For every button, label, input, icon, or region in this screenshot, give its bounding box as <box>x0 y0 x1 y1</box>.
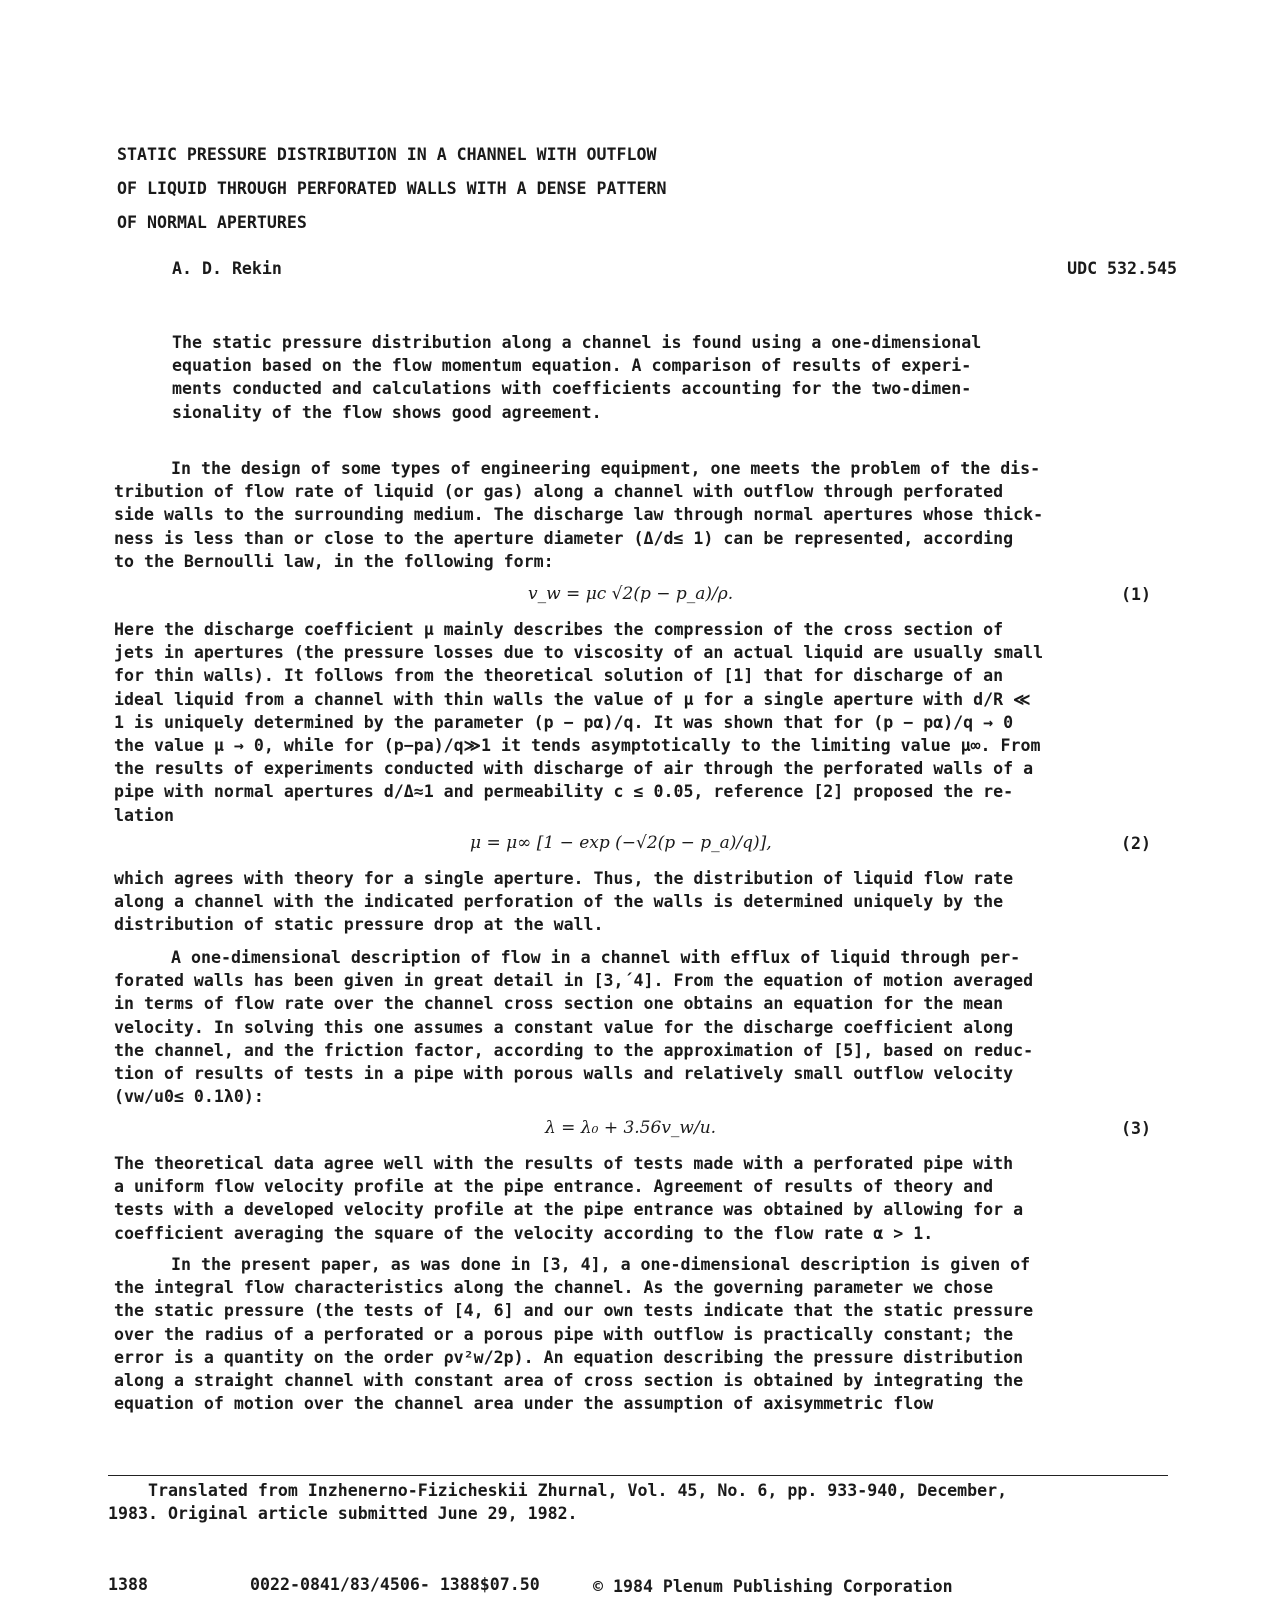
text-line: along a straight channel with constant area of cross section is obtained by integrating the <box>114 1371 1024 1391</box>
footnote <box>108 1479 1188 1525</box>
text-line: side walls to the surrounding medium. The discharge law through normal apertures whose thick- <box>114 505 1044 525</box>
article-code: 0022-0841/83/4506- 1388$07.50 <box>250 1575 540 1594</box>
page-number: 1388 <box>108 1575 148 1594</box>
footnote-rule <box>108 1475 1168 1476</box>
text-line: pipe with normal apertures d/Δ≈1 and permeability c ≤ 0.05, reference [2] proposed the re- <box>114 782 1014 802</box>
text-line: The theoretical data agree well with the results of tests made with a perforated pipe with <box>114 1154 1014 1173</box>
abstract-line: sionality of the flow shows good agreement. <box>172 402 602 422</box>
text-line: ness is less than or close to the aperture diameter (Δ/d≤ 1) can be represented, according <box>114 528 1014 548</box>
text-line: lation <box>114 805 174 825</box>
title-line: STATIC PRESSURE DISTRIBUTION IN A CHANNEL WITH OUTFLOW <box>117 145 657 164</box>
equation-3: λ = λ₀ + 3.56v_w/u. <box>545 1118 717 1138</box>
text-line: over the radius of a perforated or a porous pipe with outflow is practically constant; the <box>114 1324 1014 1344</box>
text-line: which agrees with theory for a single aperture. Thus, the distribution of liquid flow rate <box>114 869 1014 888</box>
paragraph-1 <box>114 457 1194 573</box>
paragraph-6 <box>114 1253 1194 1415</box>
text-line: jets in apertures (the pressure losses due to viscosity of an actual liquid are usually small <box>114 643 1044 663</box>
title-line: OF LIQUID THROUGH PERFORATED WALLS WITH A DENSE PATTERN <box>117 179 667 198</box>
text-line: velocity. In solving this one assumes a constant value for the discharge coefficient along <box>114 1017 1014 1037</box>
footnote-line: Translated from Inzhenerno-Fizicheskii Zhurnal, Vol. 45, No. 6, pp. 933-940, December, <box>108 1481 1008 1500</box>
text-line: coefficient averaging the square of the velocity according to the flow rate α > 1. <box>114 1223 934 1243</box>
paragraph-5 <box>114 1152 1194 1245</box>
text-line: tion of results of tests in a pipe with porous walls and relatively small outflow velocity <box>114 1064 1014 1084</box>
footnote-line: 1983. Original article submitted June 29, 1982. <box>108 1504 578 1524</box>
equation-1: v_w = μc √2(p − p_a)/ρ. <box>528 584 734 604</box>
paragraph-4 <box>114 946 1194 1108</box>
text-line: distribution of static pressure drop at the wall. <box>114 915 604 935</box>
udc-code: UDC 532.545 <box>1067 259 1177 278</box>
equation-2: μ = μ∞ [1 − exp (−√2(p − p_a)/q)], <box>470 833 772 853</box>
equation-1-number: (1) <box>1121 585 1151 604</box>
text-line: In the design of some types of engineering equipment, one meets the problem of the dis- <box>171 459 1041 478</box>
text-line: tribution of flow rate of liquid (or gas) along a channel with outflow through perforated <box>114 482 1004 502</box>
text-line: tests with a developed velocity profile at the pipe entrance was obtained by allowing for a <box>114 1200 1024 1220</box>
text-line: ideal liquid from a channel with thin walls the value of μ for a single aperture with d/R ≪ <box>114 689 1031 709</box>
text-line: Here the discharge coefficient μ mainly describes the compression of the cross section of <box>114 620 1004 639</box>
abstract-line: equation based on the flow momentum equation. A comparison of results of experi- <box>172 356 972 376</box>
text-line: for thin walls). It follows from the theoretical solution of [1] that for discharge of an <box>114 666 1004 686</box>
text-line: A one-dimensional description of flow in a channel with efflux of liquid through per- <box>171 948 1021 967</box>
text-line: in terms of flow rate over the channel cross section one obtains an equation for the mean <box>114 994 1004 1014</box>
text-line: to the Bernoulli law, in the following form: <box>114 551 554 571</box>
text-line: forated walls has been given in great detail in [3,´4]. From the equation of motion averaged <box>114 971 1034 991</box>
author: A. D. Rekin <box>172 259 282 278</box>
text-line: the value μ → 0, while for (p−pa)/q≫1 it tends asymptotically to the limiting value μ∞. From <box>114 736 1041 756</box>
text-line: a uniform flow velocity profile at the pipe entrance. Agreement of results of theory and <box>114 1177 994 1197</box>
text-line: the results of experiments conducted with discharge of air through the perforated walls of a <box>114 759 1034 779</box>
paragraph-2 <box>114 618 1194 827</box>
abstract-line: ments conducted and calculations with coefficients accounting for the two-dimen- <box>172 379 972 399</box>
text-line: the static pressure (the tests of [4, 6] and our own tests indicate that the static pressure <box>114 1301 1034 1321</box>
text-line: along a channel with the indicated perforation of the walls is determined uniquely by the <box>114 892 1004 912</box>
abstract-line: The static pressure distribution along a channel is found using a one-dimensional <box>172 333 982 352</box>
text-line: the channel, and the friction factor, according to the approximation of [5], based on reduc- <box>114 1040 1034 1060</box>
equation-2-number: (2) <box>1121 834 1151 853</box>
text-line: error is a quantity on the order ρv²w/2p). An equation describing the pressure distribution <box>114 1347 1024 1367</box>
text-line: equation of motion over the channel area under the assumption of axisymmetric flow <box>114 1394 934 1414</box>
text-line: 1 is uniquely determined by the parameter (p − pα)/q. It was shown that for (p − pα)/q → 0 <box>114 712 1014 732</box>
paragraph-3 <box>114 867 1194 937</box>
text-line: (vw/u0≤ 0.1λ0): <box>114 1087 264 1107</box>
title-line: OF NORMAL APERTURES <box>117 213 307 232</box>
copyright: © 1984 Plenum Publishing Corporation <box>593 1577 953 1596</box>
abstract <box>172 331 1102 424</box>
paper-title <box>117 138 877 240</box>
text-line: In the present paper, as was done in [3, 4], a one-dimensional description is given of <box>171 1255 1031 1274</box>
equation-3-number: (3) <box>1121 1119 1151 1138</box>
text-line: the integral flow characteristics along the channel. As the governing parameter we chose <box>114 1278 994 1298</box>
